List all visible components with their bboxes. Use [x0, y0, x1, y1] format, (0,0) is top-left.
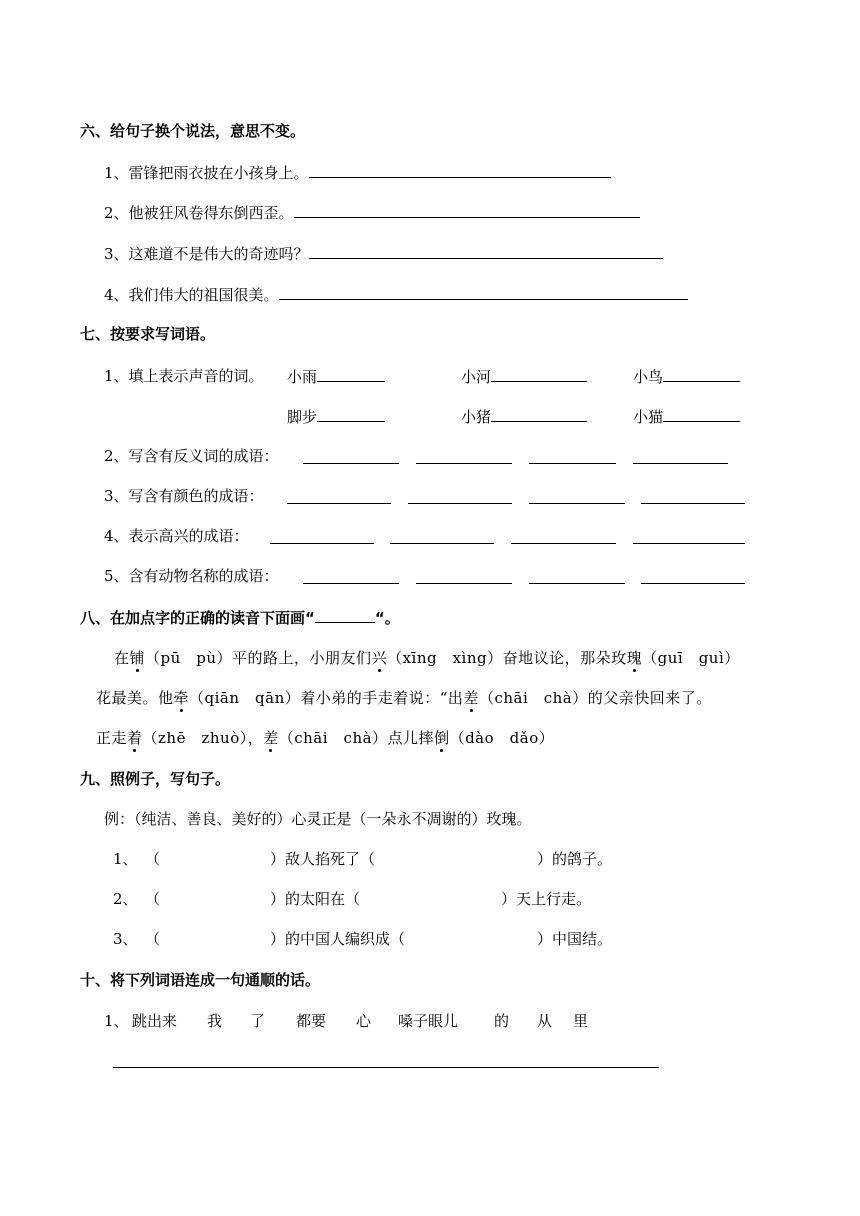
s7-item-2: 2、写含有反义词的成语： — [104, 447, 279, 465]
answer-blank[interactable] — [416, 582, 512, 584]
answer-blank[interactable] — [270, 542, 374, 544]
dotted-char: 瑰 — [626, 649, 643, 667]
answer-blank[interactable] — [529, 582, 625, 584]
section-8-heading: 八、在加点字的正确的读音下面画“ “。 — [80, 609, 400, 627]
answer-blank[interactable] — [279, 284, 688, 300]
answer-blank[interactable] — [663, 366, 740, 382]
s9-line-3-num: 3、 — [113, 930, 138, 948]
s7-item-5: 5、含有动物名称的成语： — [104, 567, 279, 585]
answer-blank[interactable] — [633, 462, 728, 464]
word-xiaohe: 小河 — [461, 366, 587, 387]
answer-blank[interactable] — [317, 366, 385, 382]
s6-item-2: 2、他被狂风卷得东倒西歪。 — [104, 202, 640, 223]
s7-item-3: 3、写含有颜色的成语： — [104, 487, 264, 505]
s9-line-2-num: 2、 — [113, 890, 138, 908]
answer-blank[interactable] — [641, 502, 745, 504]
s10-label: 1、 — [104, 1012, 129, 1030]
word-xiaomao: 小猫 — [633, 406, 740, 427]
s9-line-2-mid: ）的太阳在（ — [270, 890, 361, 908]
s8-paragraph-line-1: 在铺（pū pù）平的路上，小朋友们兴（xīng xìng）奋地议论，那朵玫瑰（guī guì） — [114, 649, 740, 667]
answer-blank[interactable] — [491, 406, 587, 422]
section-10-heading: 十、将下列词语连成一句通顺的话。 — [80, 971, 321, 989]
word-tile: 的 — [494, 1012, 510, 1030]
dotted-char: 差 — [263, 729, 279, 747]
s7-item-4: 4、表示高兴的成语： — [104, 527, 249, 545]
answer-blank[interactable] — [529, 462, 616, 464]
answer-blank[interactable] — [416, 462, 512, 464]
word-xiaoyu: 小雨 — [287, 366, 385, 387]
answer-blank[interactable] — [303, 582, 399, 584]
s7-item-1-label: 1、填上表示声音的词。 — [104, 367, 264, 385]
open-paren: （ — [145, 930, 161, 948]
answer-blank[interactable] — [303, 462, 399, 464]
answer-blank[interactable] — [309, 243, 663, 259]
word-tile: 了 — [250, 1012, 266, 1030]
dotted-char: 差 — [463, 689, 479, 707]
answer-blank[interactable] — [529, 502, 625, 504]
open-paren: （ — [145, 850, 161, 868]
answer-blank[interactable] — [491, 366, 587, 382]
s8-paragraph-line-2: 花最美。他牵（qiān qān）着小弟的手走着说：“出差（chāi chà）的父亲快回来了。 — [96, 689, 712, 707]
dotted-char: 着 — [127, 729, 143, 747]
dotted-char: 铺 — [129, 649, 146, 667]
answer-blank[interactable] — [317, 406, 385, 422]
s9-line-1-num: 1、 — [113, 850, 138, 868]
answer-blank[interactable] — [390, 542, 494, 544]
answer-blank[interactable] — [408, 502, 512, 504]
dotted-char: 兴 — [371, 649, 388, 667]
s9-example: 例：（纯洁、善良、美好的）心灵正是（一朵永不凋谢的）玫瑰。 — [104, 810, 532, 828]
answer-blank[interactable] — [113, 1066, 659, 1068]
open-paren: （ — [145, 890, 161, 908]
dotted-char: 牵 — [173, 689, 190, 707]
s9-line-3-mid: ）的中国人编织成（ — [270, 930, 406, 948]
section-9-heading: 九、照例子，写句子。 — [80, 770, 231, 788]
answer-blank[interactable] — [294, 202, 640, 218]
answer-blank[interactable] — [641, 582, 745, 584]
s6-item-1: 1、雷锋把雨衣披在小孩身上。 — [104, 162, 611, 183]
word-tile: 嗓子眼儿 — [398, 1012, 459, 1030]
word-tile: 从 — [537, 1012, 553, 1030]
s9-line-2-end: ）天上行走。 — [501, 890, 592, 908]
word-tile: 心 — [356, 1012, 372, 1030]
word-jiaobu: 脚步 — [287, 406, 385, 427]
underline-sample — [315, 607, 375, 623]
s9-line-1-mid: ）敌人掐死了（ — [270, 850, 376, 868]
word-xiaozhu: 小猪 — [461, 406, 587, 427]
dotted-char: 倒 — [434, 729, 450, 747]
answer-blank[interactable] — [287, 502, 391, 504]
answer-blank[interactable] — [633, 542, 745, 544]
answer-blank[interactable] — [309, 162, 611, 178]
s9-line-1-end: ）的鸽子。 — [537, 850, 613, 868]
s8-paragraph-line-3: 正走着（zhē zhuò），差（chāi chà）点儿摔倒（dào dǎo） — [96, 729, 555, 747]
answer-blank[interactable] — [663, 406, 740, 422]
word-xiaoniao: 小鸟 — [633, 366, 740, 387]
s9-line-3-end: ）中国结。 — [537, 930, 613, 948]
word-tile: 里 — [573, 1012, 589, 1030]
s6-item-3: 3、这难道不是伟大的奇迹吗？ — [104, 243, 663, 264]
word-tile: 我 — [207, 1012, 223, 1030]
section-7-heading: 七、按要求写词语。 — [80, 325, 216, 343]
section-6-heading: 六、给句子换个说法，意思不变。 — [80, 122, 306, 140]
s6-item-4: 4、我们伟大的祖国很美。 — [104, 284, 688, 305]
word-tile: 跳出来 — [132, 1012, 178, 1030]
word-tile: 都要 — [296, 1012, 327, 1030]
answer-blank[interactable] — [511, 542, 616, 544]
